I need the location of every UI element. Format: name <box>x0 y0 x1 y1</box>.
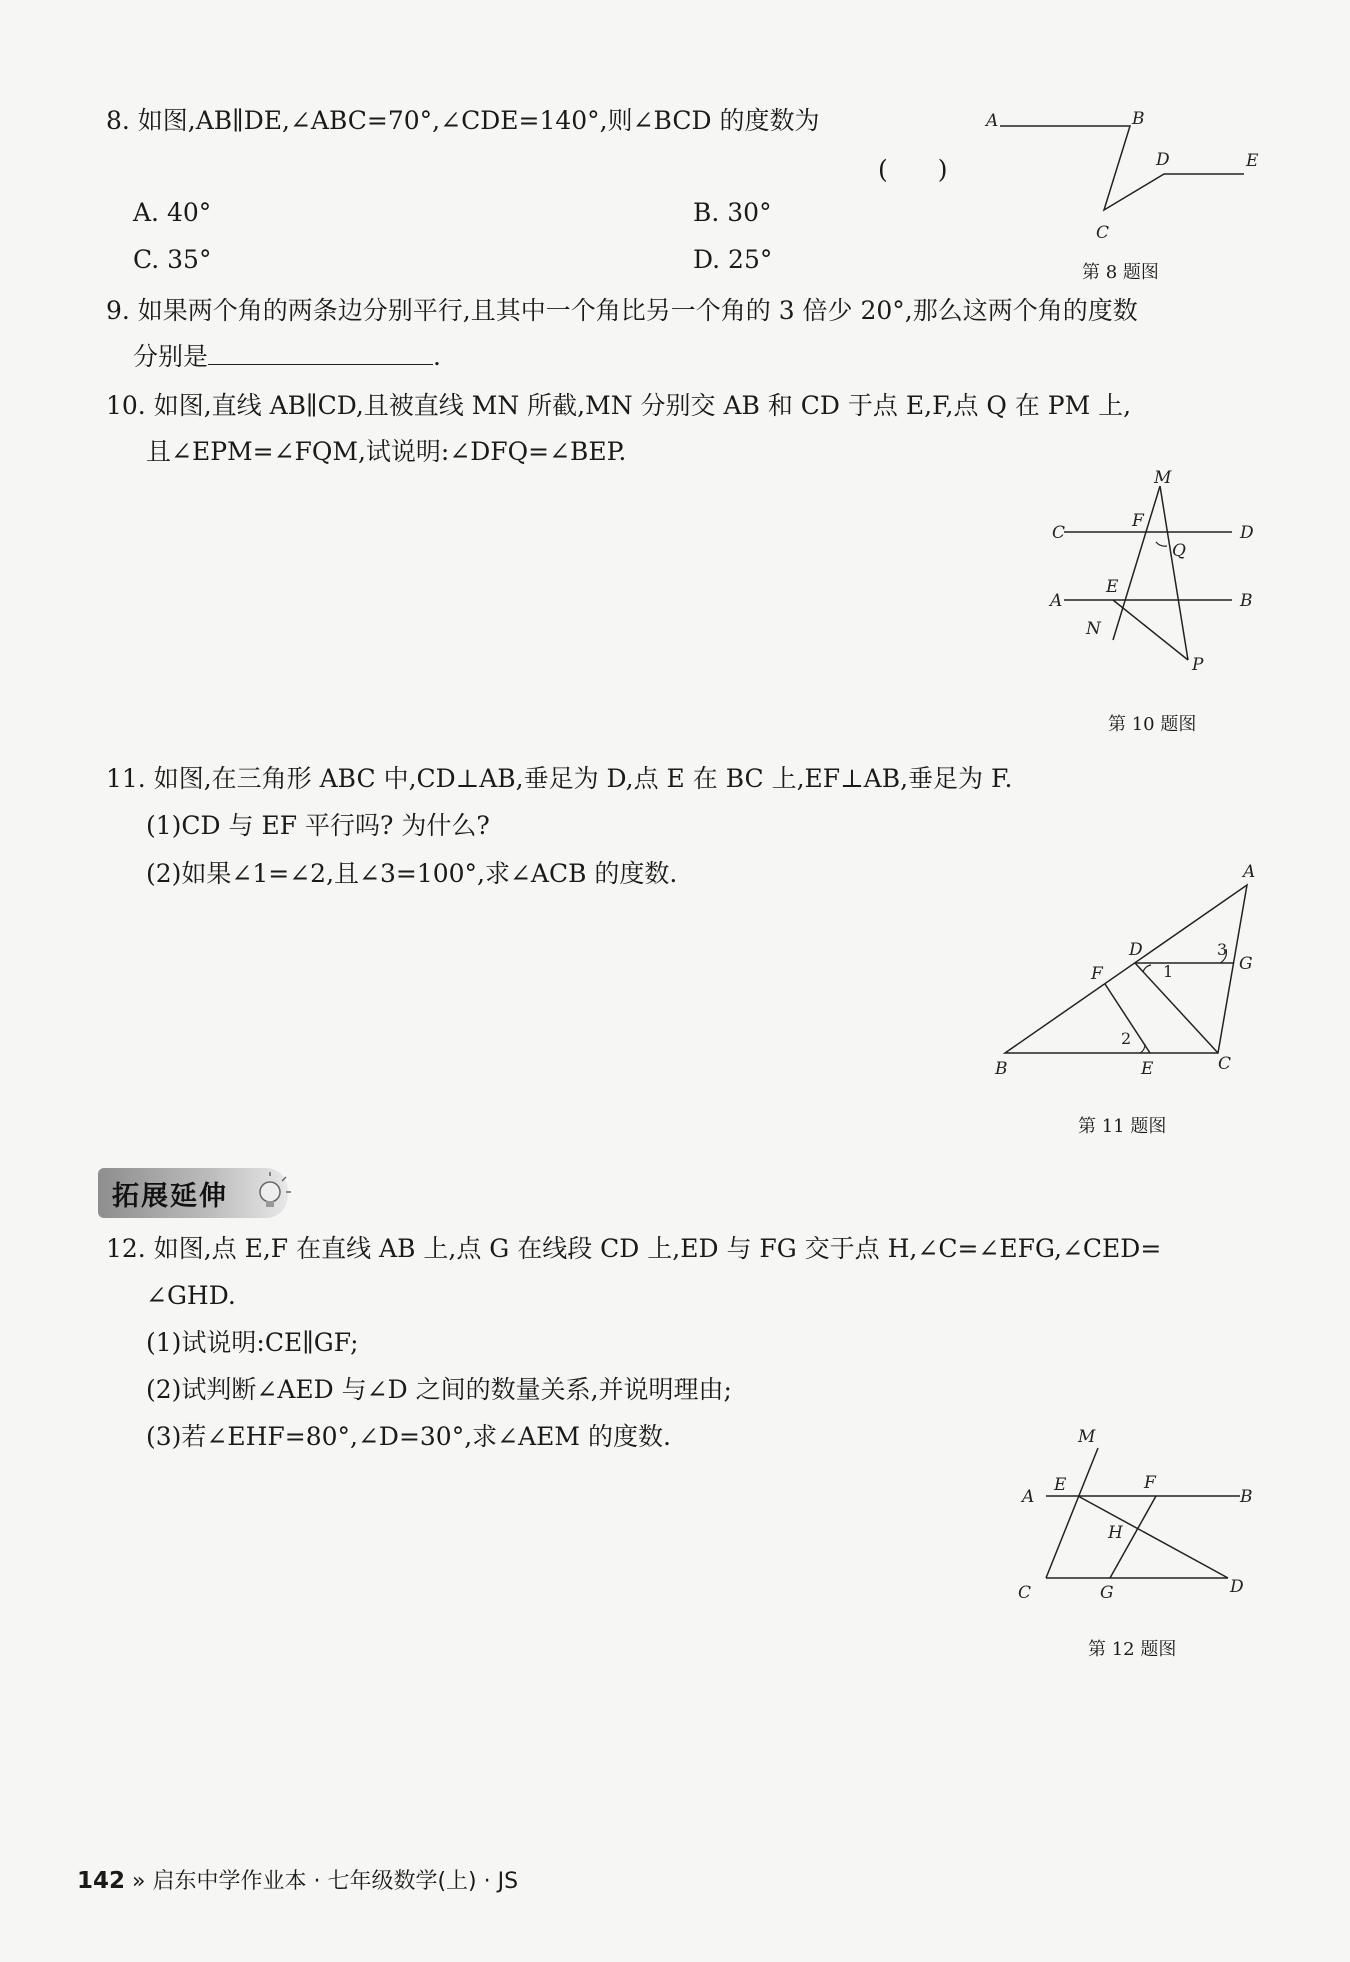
lightbulb-icon <box>252 1172 292 1214</box>
q11-stem: 11. 如图,在三角形 ABC 中,CD⊥AB,垂足为 D,点 E 在 BC 上,EF⊥AB,垂足为 F. <box>106 764 1013 793</box>
section-title: 拓展延伸 <box>112 1181 228 1212</box>
f11-label-a: A <box>1243 862 1256 882</box>
f11-label-2: 2 <box>1121 1029 1132 1048</box>
f10-label-p: P <box>1192 655 1204 675</box>
q12-figure <box>1010 1420 1270 1620</box>
q11-caption: 第 11 题图 <box>1078 1116 1167 1137</box>
page-footer <box>77 1864 518 1895</box>
f8-label-e: E <box>1246 151 1259 171</box>
section-banner <box>98 1168 288 1218</box>
footer-arrows: » <box>132 1869 146 1894</box>
q8-option-b: B. 30° <box>693 198 772 227</box>
q8-option-a: A. 40° <box>133 198 212 227</box>
q8-answer-paren: ( ) <box>878 155 948 184</box>
q12-part2: (2)试判断∠AED 与∠D 之间的数量关系,并说明理由; <box>146 1375 732 1404</box>
q9-line2-suffix: . <box>433 342 441 371</box>
f12-label-b: B <box>1240 1487 1253 1507</box>
q9-stem-line1: 9. 如果两个角的两条边分别平行,且其中一个角比另一个角的 3 倍少 20°,那么这两个角的度数 <box>106 296 1138 325</box>
f11-label-b: B <box>995 1059 1008 1079</box>
f10-label-q: Q <box>1172 541 1186 561</box>
q11-part1: (1)CD 与 EF 平行吗? 为什么? <box>146 811 490 840</box>
q8-caption: 第 8 题图 <box>1082 262 1159 283</box>
footer-title: 启东中学作业本 · 七年级数学(上) · JS <box>152 1869 519 1894</box>
f12-label-h: H <box>1108 1523 1123 1543</box>
f11-label-1: 1 <box>1163 962 1174 981</box>
q12-part1: (1)试说明:CE∥GF; <box>146 1328 359 1357</box>
f12-label-e: E <box>1054 1475 1067 1495</box>
f8-label-d: D <box>1156 150 1170 170</box>
q9-answer-blank <box>208 338 433 365</box>
q12-stem-line2: ∠GHD. <box>146 1281 236 1310</box>
q9-line2-prefix: 分别是 <box>133 342 209 371</box>
f8-label-c: C <box>1096 223 1110 243</box>
q10-stem-line1: 10. 如图,直线 AB∥CD,且被直线 MN 所截,MN 分别交 AB 和 CD 于点 E,F,点 Q 在 PM 上, <box>106 391 1132 420</box>
q8-stem: 8. 如图,AB∥DE,∠ABC=70°,∠CDE=140°,则∠BCD 的度数为 <box>106 106 820 135</box>
q8-option-d: D. 25° <box>693 245 773 274</box>
page-number: 142 <box>77 1868 126 1894</box>
q12-caption: 第 12 题图 <box>1088 1639 1177 1660</box>
f11-label-f: F <box>1091 964 1103 984</box>
q10-figure <box>1040 460 1280 685</box>
f10-label-b: B <box>1240 591 1253 611</box>
f11-label-c: C <box>1218 1054 1232 1074</box>
f10-label-d: D <box>1240 523 1254 543</box>
f10-label-a: A <box>1050 591 1063 611</box>
q10-stem-line2: 且∠EPM=∠FQM,试说明:∠DFQ=∠BEP. <box>146 437 627 466</box>
f12-label-d: D <box>1230 1577 1244 1597</box>
f11-label-3: 3 <box>1217 940 1228 959</box>
f10-label-f: F <box>1132 511 1144 531</box>
f12-label-c: C <box>1018 1583 1032 1603</box>
f10-label-c: C <box>1052 523 1066 543</box>
q10-caption: 第 10 题图 <box>1108 714 1197 735</box>
q11-figure <box>985 855 1275 1085</box>
q8-figure <box>980 100 1270 260</box>
f8-label-a: A <box>986 111 999 131</box>
f10-label-e: E <box>1106 577 1119 597</box>
f12-label-a: A <box>1022 1487 1035 1507</box>
f12-label-f: F <box>1144 1473 1156 1493</box>
q8-option-c: C. 35° <box>133 245 212 274</box>
q12-stem-line1: 12. 如图,点 E,F 在直线 AB 上,点 G 在线段 CD 上,ED 与 FG 交于点 H,∠C=∠EFG,∠CED= <box>106 1234 1162 1263</box>
q12-part3: (3)若∠EHF=80°,∠D=30°,求∠AEM 的度数. <box>146 1422 671 1451</box>
q9-stem-line2 <box>133 334 441 380</box>
f12-label-m: M <box>1078 1427 1096 1447</box>
f12-label-g: G <box>1100 1583 1114 1603</box>
f11-label-g: G <box>1239 954 1253 974</box>
f11-label-e: E <box>1141 1059 1154 1079</box>
f11-label-d: D <box>1129 940 1143 960</box>
q11-part2: (2)如果∠1=∠2,且∠3=100°,求∠ACB 的度数. <box>146 859 678 888</box>
f8-label-b: B <box>1132 109 1145 129</box>
f10-label-m: M <box>1154 468 1172 488</box>
f10-label-n: N <box>1086 619 1101 639</box>
